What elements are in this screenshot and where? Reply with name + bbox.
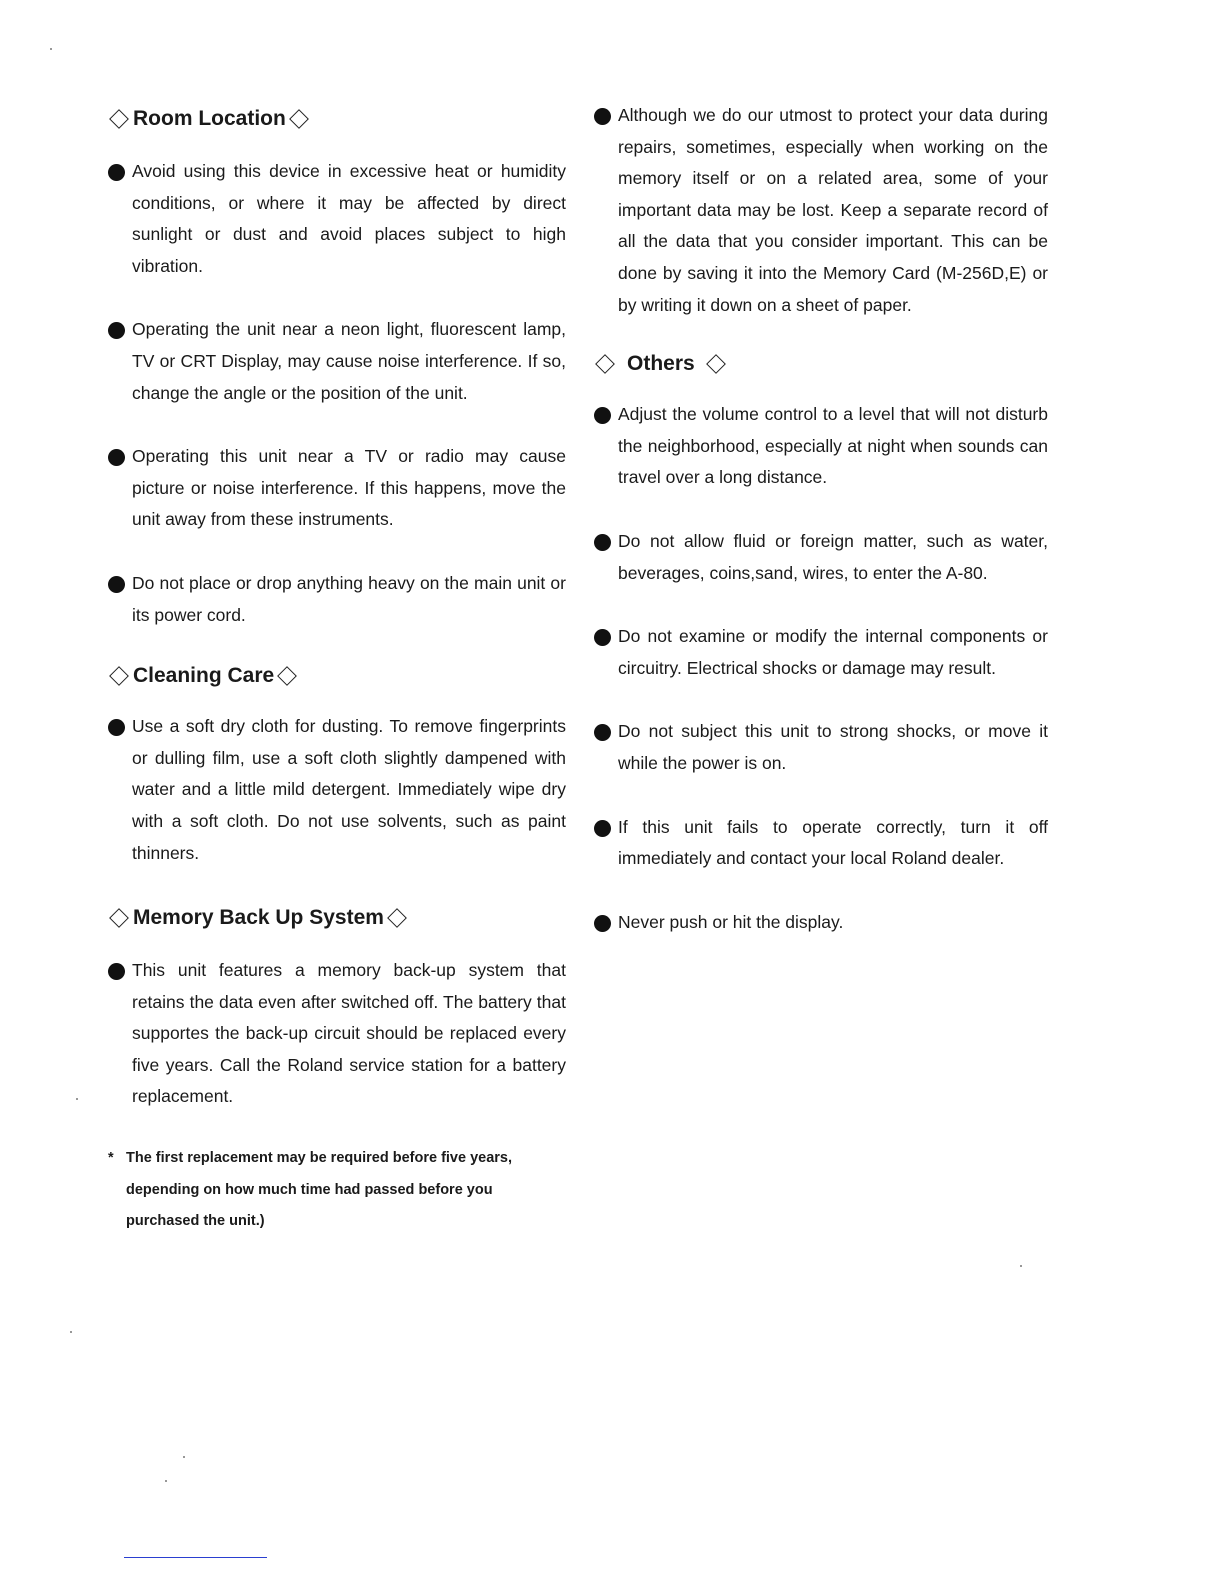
- bullet-icon: [108, 322, 125, 339]
- list-item: Do not allow fluid or foreign matter, such as water, beverages, coins,sand, wires, to enter the A-80.: [592, 526, 1048, 589]
- list-item: Never push or hit the display.: [592, 907, 1048, 939]
- scan-speck: [70, 1331, 72, 1333]
- cleaning-care-heading: [106, 661, 566, 691]
- memory-backup-title: Memory Back Up System: [133, 906, 384, 930]
- diamond-icon: [595, 354, 615, 374]
- list-item: Avoid using this device in excessive heat or humidity conditions, or where it may be affected by direct sunlight or dust and avoid places subject to high vibration.: [106, 156, 566, 282]
- others-title: Others: [627, 352, 695, 376]
- list-item: Do not subject this unit to strong shocks, or move it while the power is on.: [592, 716, 1048, 779]
- others-heading: [592, 349, 1048, 379]
- room-location-heading: [106, 104, 566, 134]
- list-item: Use a soft dry cloth for dusting. To remove fingerprints or dulling film, use a soft cloth slightly dampened with water and a little mild detergent. Immediately wipe dry with a soft cloth. Do not use solvents, such as paint thinners.: [106, 711, 566, 869]
- bullet-icon: [108, 576, 125, 593]
- bullet-icon: [594, 724, 611, 741]
- diamond-icon: [706, 354, 726, 374]
- bullet-icon: [594, 407, 611, 424]
- scan-speck: [183, 1456, 185, 1458]
- right-column: [592, 100, 1048, 938]
- list-item: Adjust the volume control to a level that will not disturb the neighborhood, especially at night when sounds can travel over a long distance.: [592, 399, 1048, 494]
- bullet-icon: [594, 820, 611, 837]
- memory-backup-heading: [106, 903, 566, 933]
- diamond-icon: [109, 908, 129, 928]
- list-item: This unit features a memory back-up system that retains the data even after switched off. The battery that supportes the back-up circuit should be replaced every five years. Call the Roland service station for a battery replacement.: [106, 955, 566, 1113]
- scan-speck: [1020, 1265, 1022, 1267]
- diamond-icon: [277, 666, 297, 686]
- bullet-icon: [108, 449, 125, 466]
- scan-speck: [76, 1098, 78, 1100]
- bullet-icon: [594, 534, 611, 551]
- diamond-icon: [109, 666, 129, 686]
- bullet-icon: [108, 963, 125, 980]
- battery-footnote: * The first replacement may be required before five years, depending on how much time had passed before you purchased the unit.): [106, 1143, 566, 1238]
- scan-speck: [165, 1480, 167, 1482]
- list-item: Operating the unit near a neon light, fluorescent lamp, TV or CRT Display, may cause noise interference. If so, change the angle or the position of the unit.: [106, 314, 566, 409]
- list-item: Operating this unit near a TV or radio may cause picture or noise interference. If this happens, move the unit away from these instruments.: [106, 441, 566, 536]
- diamond-icon: [387, 908, 407, 928]
- scan-speck: [50, 48, 52, 50]
- left-column: [106, 100, 566, 1238]
- bullet-icon: [108, 164, 125, 181]
- list-item: Although we do our utmost to protect your data during repairs, sometimes, especially when working on the memory itself or on a related area, some of your important data may be lost. Keep a separate record of all the data that you consider important. This can be done by saving it into the Memory Card (M-256D,E) or by writing it down on a sheet of paper.: [592, 100, 1048, 321]
- diamond-icon: [109, 109, 129, 129]
- cleaning-care-title: Cleaning Care: [133, 664, 275, 688]
- list-item: If this unit fails to operate correctly, turn it off immediately and contact your local Roland dealer.: [592, 812, 1048, 875]
- room-location-title: Room Location: [133, 107, 286, 130]
- bullet-icon: [594, 915, 611, 932]
- diamond-icon: [289, 109, 309, 129]
- bullet-icon: [108, 719, 125, 736]
- footer-rule: [124, 1557, 267, 1558]
- bullet-icon: [594, 108, 611, 125]
- footnote-marker: *: [108, 1150, 114, 1167]
- list-item: Do not place or drop anything heavy on the main unit or its power cord.: [106, 568, 566, 631]
- bullet-icon: [594, 629, 611, 646]
- list-item: Do not examine or modify the internal components or circuitry. Electrical shocks or damage may result.: [592, 621, 1048, 684]
